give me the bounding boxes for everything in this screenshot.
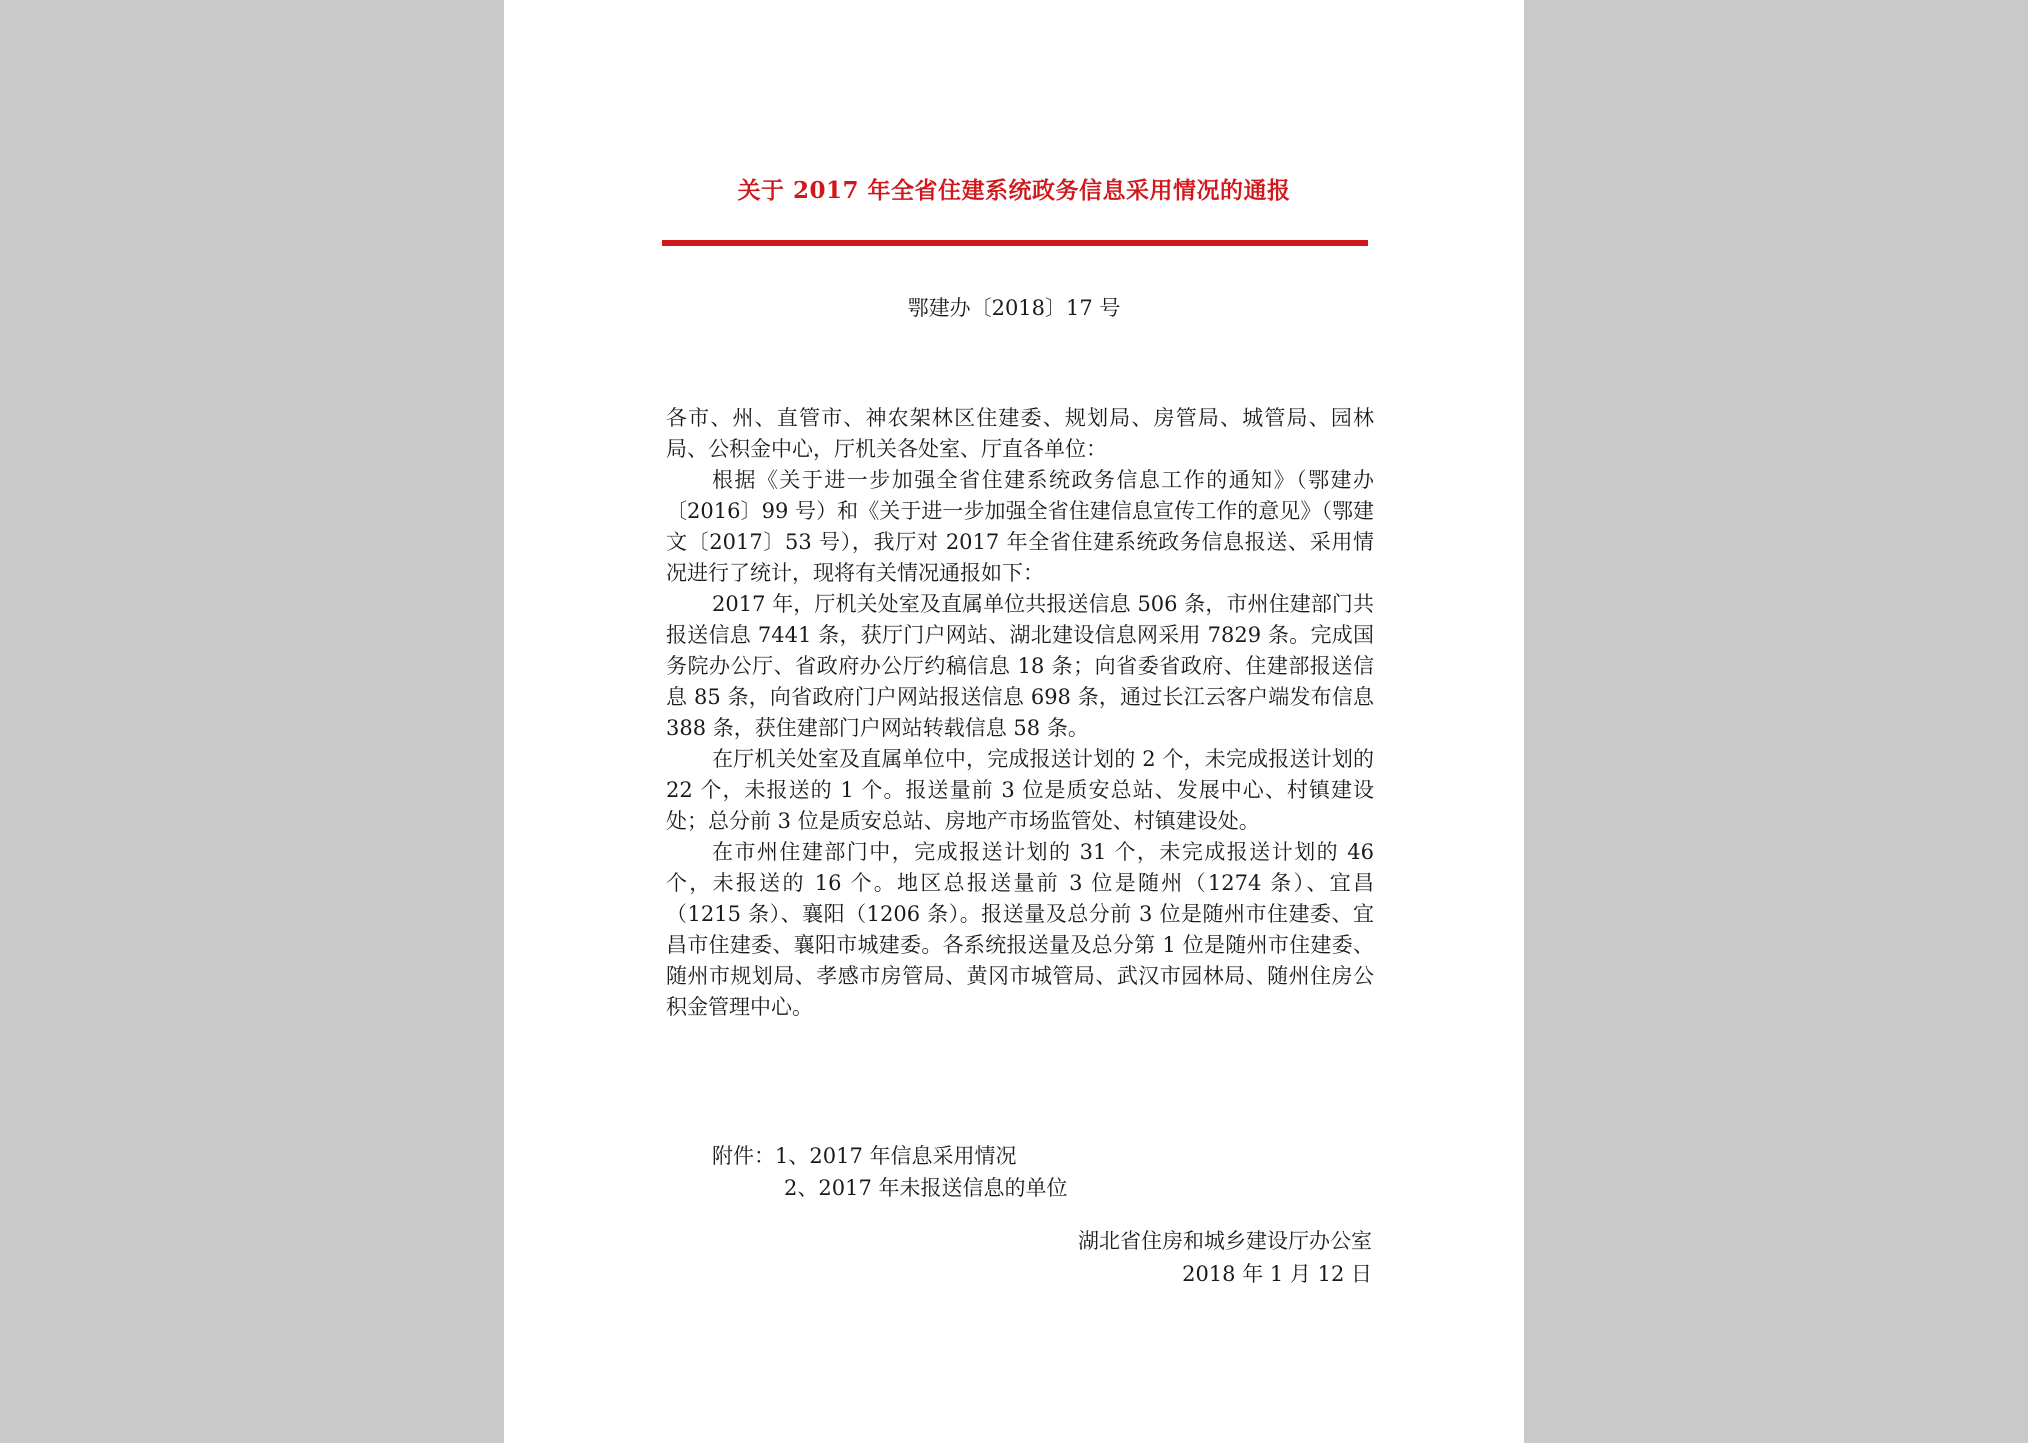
document-page (504, 0, 1524, 1443)
attachments-list (712, 1140, 1067, 1204)
red-header-rule (662, 240, 1368, 246)
issue-date: 2018 年 1 月 12 日 (1182, 1262, 1372, 1286)
issuer: 湖北省住房和城乡建设厅办公室 (1078, 1229, 1372, 1253)
body-paragraph: 2017 年，厅机关处室及直属单位共报送信息 506 条，市州住建部门共报送信息 7441 条，获厅门户网站、湖北建设信息网采用 7829 条。完成国务院办公厅、省政府办公厅约稿信息 18 条；向省委省政府、住建部报送信息 85 条，向省政府门户网站报送信息 698 条，通过长江云客户端发布信息 388 条，获住建部门户网站转载信息 58 条。 (666, 592, 1374, 740)
body-paragraph: 根据《关于进一步加强全省住建系统政务信息工作的通知》（鄂建办〔2016〕99 号）和《关于进一步加强全省住建信息宣传工作的意见》（鄂建文〔2017〕53 号），我厅对 2017 年全省住建系统政务信息报送、采用情况进行了统计，现将有关情况通报如下： (666, 468, 1374, 585)
signature-block (1078, 1225, 1372, 1291)
body-paragraph: 在厅机关处室及直属单位中，完成报送计划的 2 个，未完成报送计划的 22 个，未报送的 1 个。报送量前 3 位是质安总站、发展中心、村镇建设处；总分前 3 位是质安总站、房地产市场监管处、村镇建设处。 (666, 747, 1374, 833)
attachment-item: 2、2017 年未报送信息的单位 (784, 1176, 1068, 1200)
document-body (666, 403, 1374, 1023)
body-paragraph: 在市州住建部门中，完成报送计划的 31 个，未完成报送计划的 46 个，未报送的 16 个。地区总报送量前 3 位是随州（1274 条）、宜昌（1215 条）、襄阳（1206 条）。报送量及总分前 3 位是随州市住建委、宜昌市住建委、襄阳市城建委。各系统报送量及总分第 1 位是随州市住建委、随州市规划局、孝感市房管局、黄冈市城管局、武汉市园林局、随州住房公积金管理中心。 (666, 840, 1374, 1019)
salutation: 各市、州、直管市、神农架林区住建委、规划局、房管局、城管局、园林局、公积金中心，厅机关各处室、厅直各单位： (666, 406, 1374, 461)
attachment-item: 附件：1、2017 年信息采用情况 (712, 1144, 1017, 1168)
document-title: 关于 2017 年全省住建系统政务信息采用情况的通报 (737, 177, 1291, 204)
document-number: 鄂建办〔2018〕17 号 (907, 296, 1121, 320)
